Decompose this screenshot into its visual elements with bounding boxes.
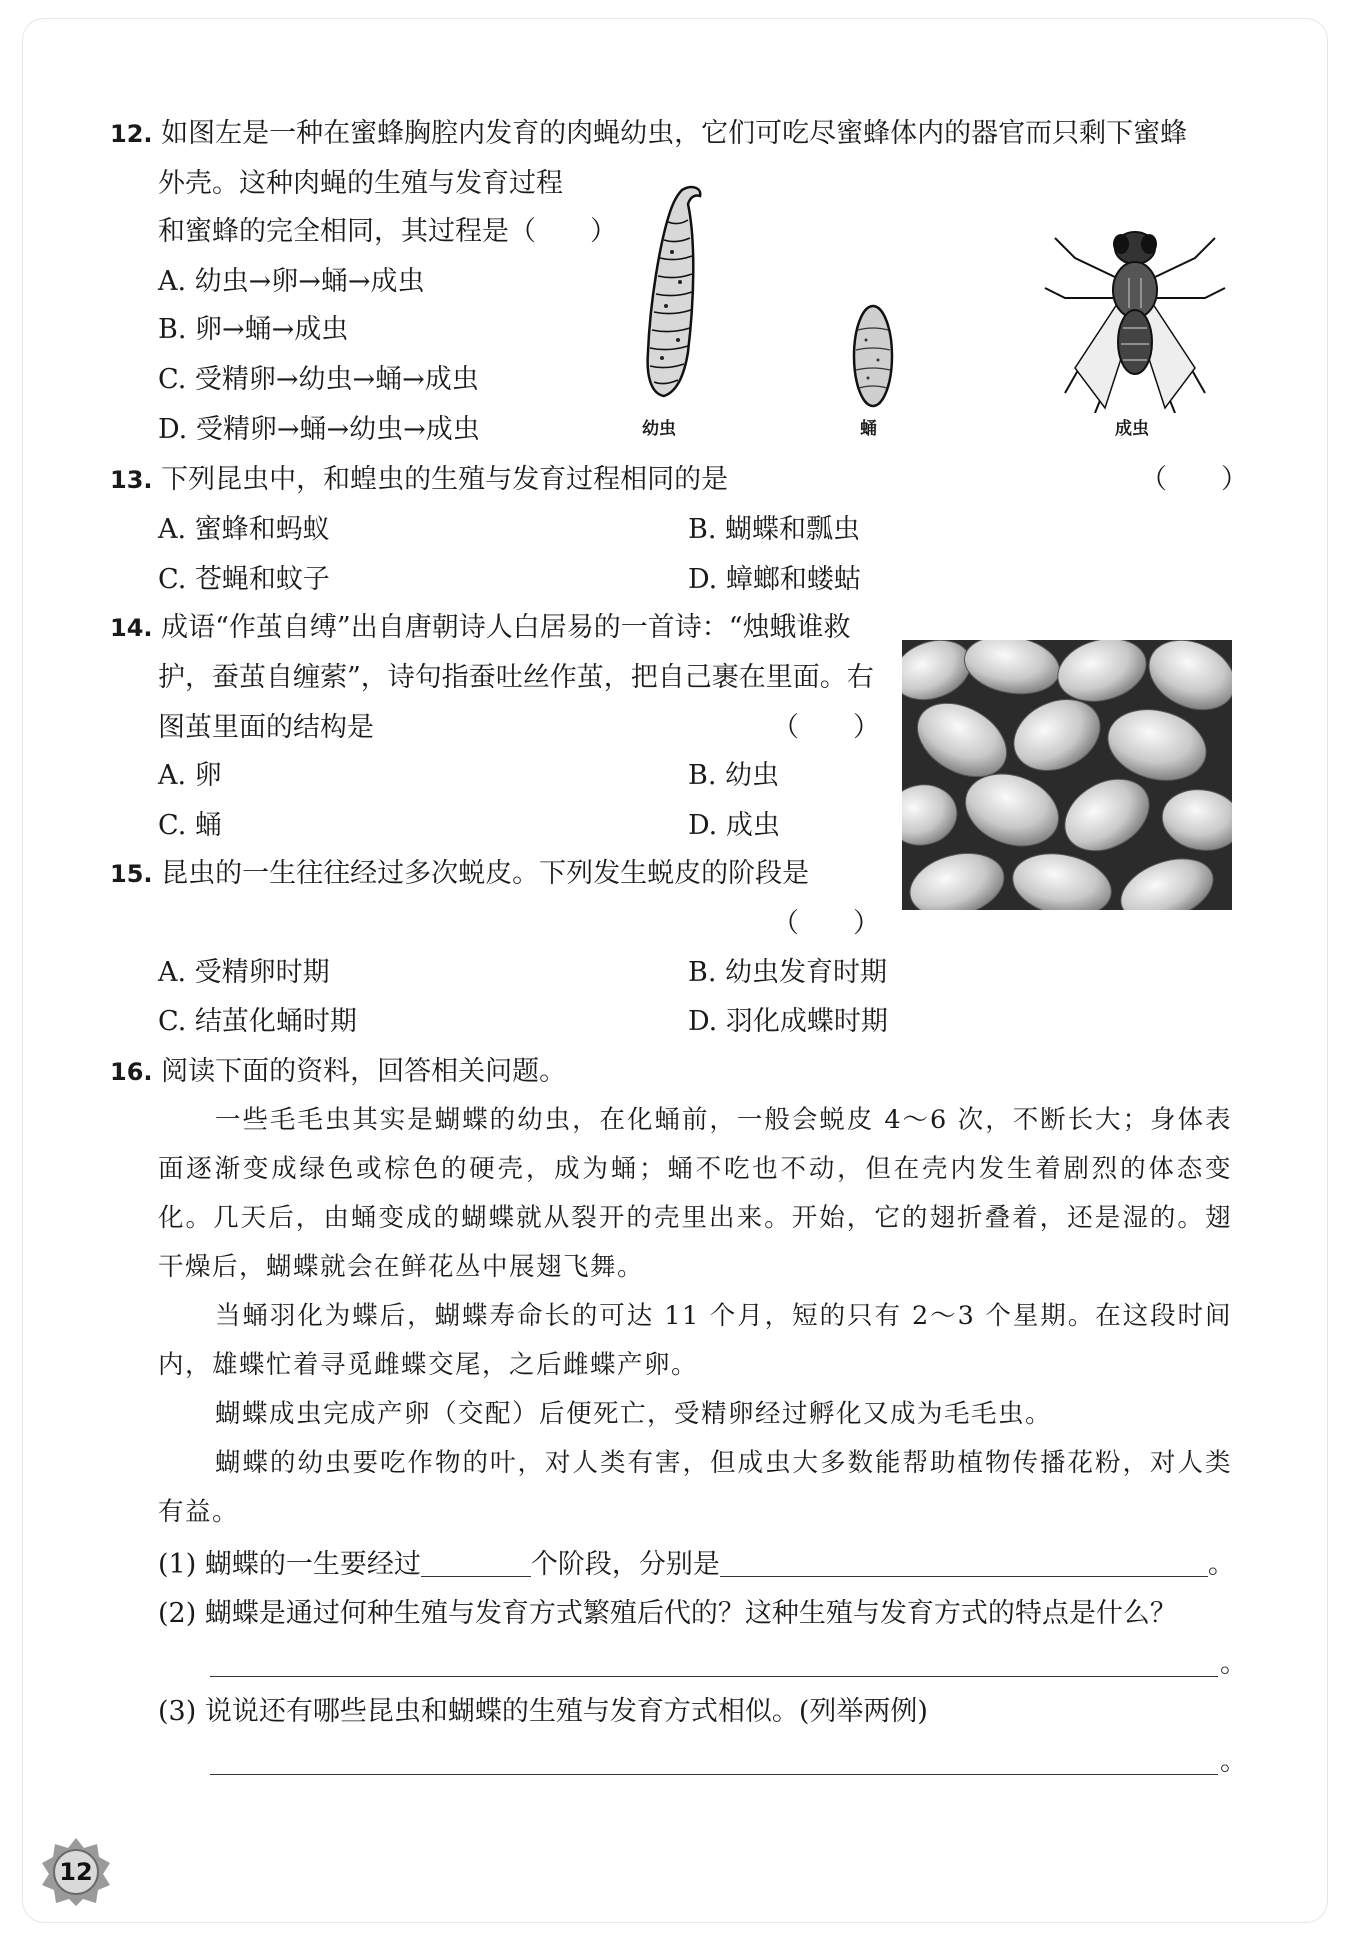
q12-option-c: C. 受精卵→幼虫→蛹→成虫: [158, 364, 479, 395]
q16-sub2-answer-line[interactable]: [210, 1676, 1218, 1677]
pupa-figure: [850, 300, 896, 412]
q14-option-a: A. 卵: [158, 760, 222, 791]
q14-option-c: C. 蛹: [158, 810, 222, 841]
q14-option-b: B. 幼虫: [688, 760, 780, 791]
q16-sub3: (3) 说说还有哪些昆虫和蝴蝶的生殖与发育方式相似。(列举两例): [158, 1696, 928, 1727]
q14-text-line1: 成语“作茧自缚”出自唐朝诗人白居易的一首诗：“烛蛾谁救: [161, 612, 851, 643]
page-number: 12: [59, 1858, 93, 1886]
caption-pupa: 蛹: [860, 419, 877, 439]
q15-option-b: B. 幼虫发育时期: [688, 957, 888, 988]
q16-number: 16.: [110, 1058, 153, 1086]
adult-fly-illustration: [1035, 218, 1235, 413]
passage-paragraph-1: 一些毛毛虫其实是蝴蝶的幼虫，在化蛹前，一般会蜕皮 4～6 次，不断长大；身体表面逐渐变成绿色或棕色的硬壳，成为蛹；蛹不吃也不动，但在壳内发生着剧烈的体态变化。几天后，由蛹变成的蝴蝶就从裂开的壳里出来。开始，它的翅折叠着，还是湿的。翅干燥后，蝴蝶就会在鲜花丛中展翅飞舞。: [158, 1105, 1232, 1282]
q16-stem-line: [110, 1054, 566, 1090]
q13-answer-bracket: （ ）: [1140, 464, 1248, 495]
q13-option-a: A. 蜜蜂和蚂蚁: [158, 514, 330, 545]
q16-stem: 阅读下面的资料，回答相关问题。: [161, 1056, 567, 1087]
q14-option-d: D. 成虫: [688, 810, 780, 841]
q16-sub2-period: 。: [1220, 1648, 1247, 1679]
q15-stem: 昆虫的一生往往经过多次蜕皮。下列发生蜕皮的阶段是: [161, 858, 810, 889]
pupa-illustration: [850, 300, 896, 412]
q12-number: 12.: [110, 120, 153, 148]
cocoon-illustration: [902, 640, 1232, 910]
q12-option-a: A. 幼虫→卵→蛹→成虫: [158, 266, 425, 297]
q16-sub1-prefix: (1) 蝴蝶的一生要经过: [158, 1549, 421, 1580]
q15-option-c: C. 结茧化蛹时期: [158, 1006, 357, 1037]
q12-text-line1: 如图左是一种在蜜蜂胸腔内发育的肉蝇幼虫，它们可吃尽蜜蜂体内的器官而只剩下蜜蜂: [161, 118, 1188, 149]
q16-sub1: [158, 1546, 1235, 1583]
q12-option-d: D. 受精卵→蛹→幼虫→成虫: [158, 414, 480, 445]
q16-sub3-answer-line[interactable]: [210, 1774, 1218, 1775]
passage-paragraph-2: 当蛹羽化为蝶后，蝴蝶寿命长的可达 11 个月，短的只有 2～3 个星期。在这段时间内，雄蝶忙着寻觅雌蝶交尾，之后雌蝶产卵。: [158, 1301, 1232, 1380]
q14-line2: 护，蚕茧自缠萦”，诗句指蚕吐丝作茧，把自己裹在里面。右: [158, 662, 874, 693]
caption-adult: 成虫: [1115, 419, 1149, 439]
passage-paragraph-4: 蝴蝶的幼虫要吃作物的叶，对人类有害，但成虫大多数能帮助植物传播花粉，对人类有益。: [158, 1448, 1232, 1527]
q12-option-b: B. 卵→蛹→成虫: [158, 314, 349, 345]
q16-sub2: (2) 蝴蝶是通过何种生殖与发育方式繁殖后代的？这种生殖与发育方式的特点是什么？: [158, 1598, 1177, 1629]
q15-number: 15.: [110, 860, 153, 888]
q14-line3: 图茧里面的结构是: [158, 712, 374, 743]
page-number-badge: [40, 1836, 112, 1908]
q16-sub3-period: 。: [1220, 1746, 1247, 1777]
adult-fly-figure: [1035, 218, 1235, 413]
q16-sub1-middle: 个阶段，分别是: [530, 1549, 720, 1580]
q16-sub1-period: 。: [1207, 1549, 1235, 1580]
q15-option-d: D. 羽化成蝶时期: [688, 1006, 888, 1037]
q15-stem-line: [110, 856, 809, 892]
q12-line1: [110, 116, 1187, 152]
q15-answer-bracket: （ ）: [772, 908, 880, 939]
q13-stem: 下列昆虫中，和蝗虫的生殖与发育过程相同的是: [161, 464, 729, 495]
q13-option-d: D. 蟑螂和蝼蛄: [688, 564, 861, 595]
q13-option-c: C. 苍蝇和蚊子: [158, 564, 330, 595]
stage-names-blank[interactable]: [720, 1546, 1208, 1577]
q16-reading-passage: [158, 1096, 1232, 1537]
q14-line1: [110, 610, 851, 646]
larva-figure: [630, 182, 720, 407]
larva-illustration: [630, 182, 720, 407]
q13-stem-line: [110, 462, 728, 498]
q13-number: 13.: [110, 466, 153, 494]
passage-paragraph-3: 蝴蝶成虫完成产卵（交配）后便死亡，受精卵经过孵化又成为毛毛虫。: [215, 1399, 1053, 1429]
q13-option-b: B. 蝴蝶和瓢虫: [688, 514, 861, 545]
stage-count-blank[interactable]: [421, 1546, 531, 1577]
q15-option-a: A. 受精卵时期: [158, 957, 330, 988]
caption-larva: 幼虫: [642, 419, 676, 439]
cocoon-photo: [902, 640, 1232, 910]
q12-line3: 和蜜蜂的完全相同，其过程是（ ）: [158, 216, 617, 247]
q14-number: 14.: [110, 614, 153, 642]
q14-answer-bracket: （ ）: [772, 712, 880, 743]
q12-line2: 外壳。这种肉蝇的生殖与发育过程: [158, 168, 563, 199]
